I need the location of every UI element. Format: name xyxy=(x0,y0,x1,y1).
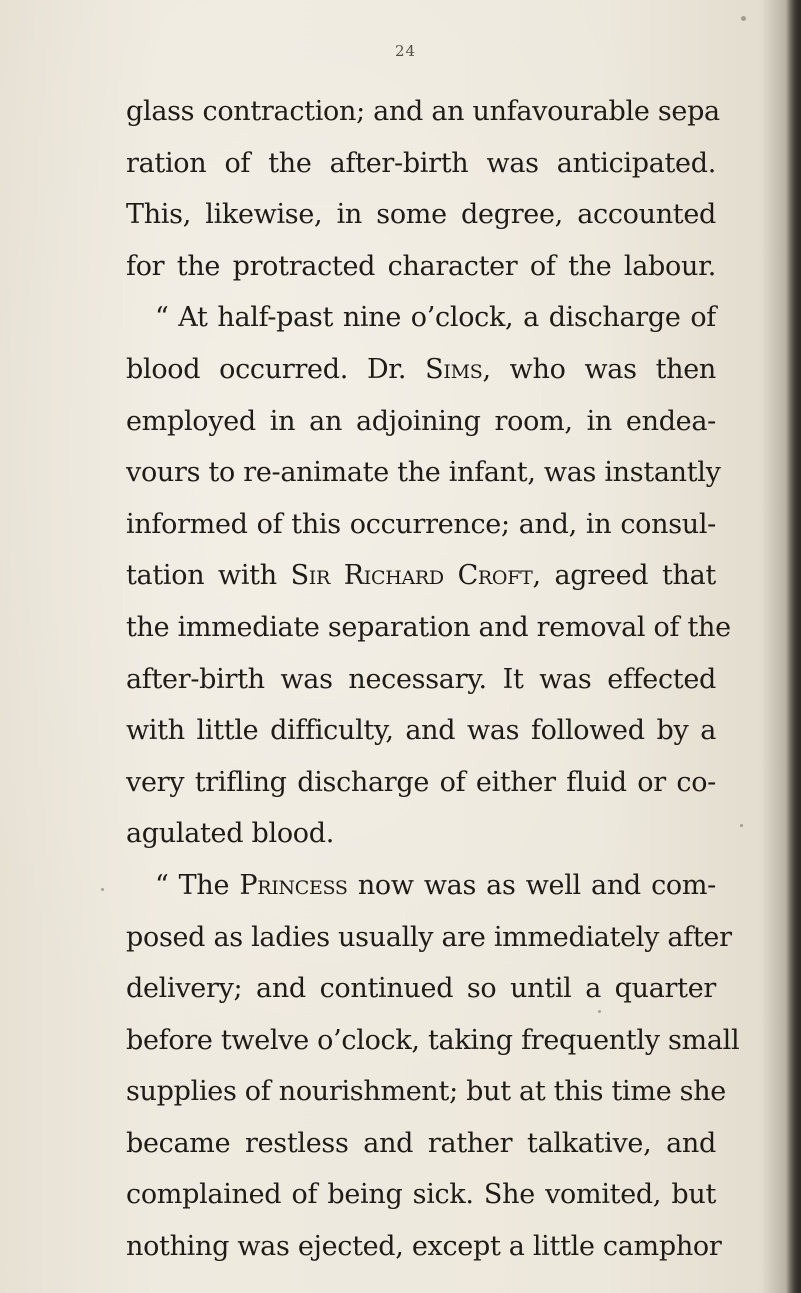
text-line: became restless and rather talkative, and xyxy=(126,1127,716,1159)
body-text xyxy=(126,86,740,1273)
text-run: now was as well and com- xyxy=(347,869,716,901)
text-line: very trifling discharge of either fluid or co- xyxy=(126,766,716,798)
text-line: supplies of nourishment; but at this time she xyxy=(126,1076,726,1108)
text-run: tation with xyxy=(126,560,291,592)
text-run: blood occurred. Dr. xyxy=(126,353,426,385)
text-line: delivery; and continued so until a quarter xyxy=(126,973,716,1005)
text-line: This, likewise, in some degree, accounted xyxy=(126,199,716,231)
text-line: posed as ladies usually are immediately after xyxy=(126,921,732,953)
page-number: 24 xyxy=(395,42,417,60)
text-line: ration of the after-birth was anticipated. xyxy=(126,147,716,179)
text-line: for the protracted character of the labour. xyxy=(126,250,716,282)
text-line: informed of this occurrence; and, in consul- xyxy=(126,508,716,540)
binding-shadow xyxy=(787,0,801,1293)
text-line xyxy=(126,550,716,602)
paragraph-start-line: “ At half-past nine o’clock, a discharge of xyxy=(155,302,716,334)
paper-fleck xyxy=(740,824,743,827)
text-run: , agreed that xyxy=(532,560,716,592)
text-line: glass contraction; and an unfavourable sepa xyxy=(126,96,720,127)
name-small-caps: Princess xyxy=(239,869,348,901)
paper-fleck xyxy=(598,1010,601,1013)
text-line: the immediate separation and removal of the xyxy=(126,611,731,643)
text-run: “ The xyxy=(155,869,240,901)
text-run: , who was then xyxy=(482,353,716,385)
text-line: employed in an adjoining room, in endea- xyxy=(126,405,716,437)
text-line: with little difficulty, and was followed by a xyxy=(126,715,716,747)
text-line: complained of being sick. She vomited, but xyxy=(126,1179,716,1211)
text-line xyxy=(126,344,716,396)
paragraph-start-line xyxy=(126,860,716,912)
paragraph-end-line: agulated blood. xyxy=(126,818,334,850)
text-line: nothing was ejected, except a little camphor xyxy=(126,1231,722,1263)
text-line: vours to re-animate the infant, was instantly xyxy=(126,457,721,489)
name-small-caps: Sims xyxy=(425,353,483,385)
paper-fleck xyxy=(101,888,104,891)
text-line: after-birth was necessary. It was effected xyxy=(126,663,716,695)
text-line: before twelve o’clock, taking frequently small xyxy=(126,1024,740,1056)
name-small-caps: Sir Richard Croft xyxy=(290,560,533,592)
paper-fleck xyxy=(741,16,746,21)
